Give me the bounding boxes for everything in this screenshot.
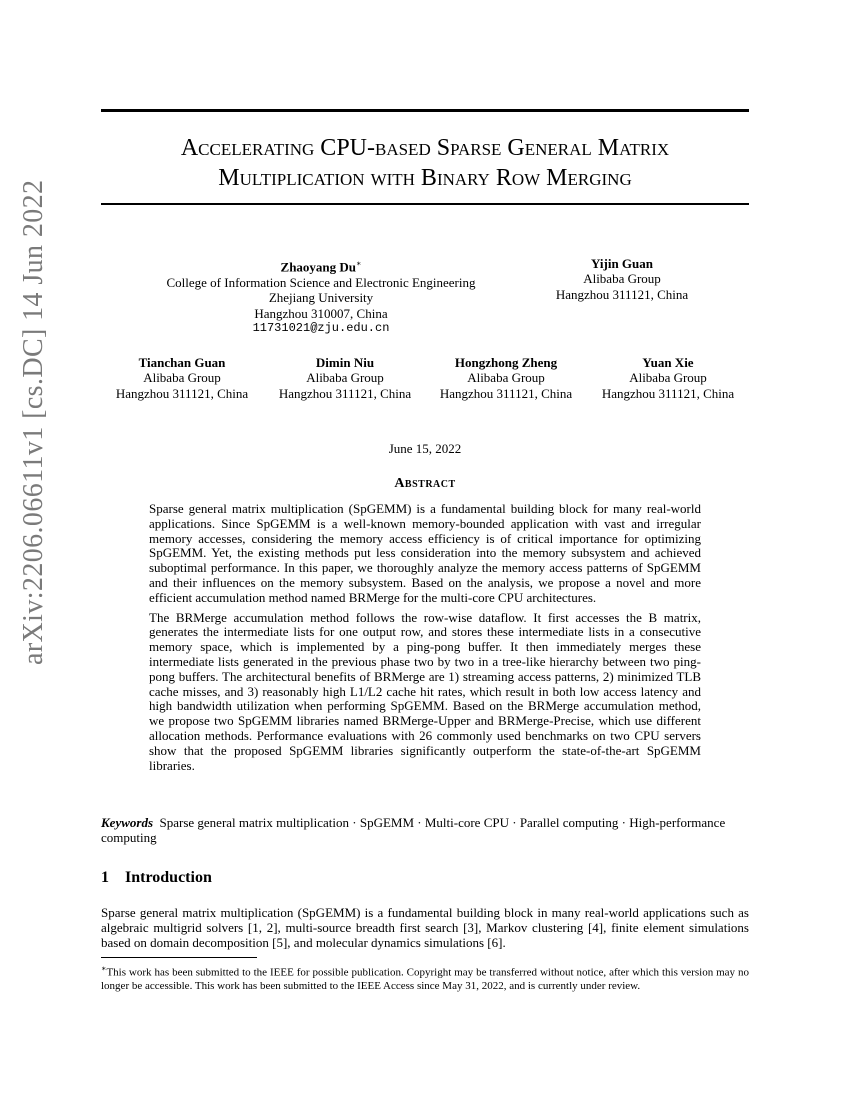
footnote-rule [101,957,257,958]
author-affiliation: Alibaba Group [583,271,661,287]
author-email-link[interactable]: 11731021@zju.edu.cn [252,320,390,335]
author-name: Yuan Xie [642,355,694,370]
author-name: Zhaoyang Du [280,259,357,275]
keywords-label: Keywords [101,815,153,830]
author-block-guan-tianchan [102,355,262,401]
footnote-text: This work has been submitted to the IEEE for possible publication. Copyright may be transferred without notice, after which this version may no longer be accessible. This work has been submitted to the IEEE Access since May 31, 2022, and is currently under review. [101,966,749,992]
paper-title [101,133,749,193]
arxiv-identifier: arXiv:2206.06611v1 [cs.DC] 14 Jun 2022 [18,179,49,665]
author-affiliation: Alibaba Group [306,370,384,386]
author-block-du [121,256,521,336]
title-line-2: Multiplication with Binary Row Merging [218,165,632,191]
author-affiliation: Alibaba Group [467,370,545,386]
abstract-body [149,502,701,778]
abstract-paragraph: Sparse general matrix multiplication (SpGEMM) is a fundamental building block for many real-world applications. Since SpGEMM is a well-known memory-bounded application with vast and irregular memory accesses, considering the memory access efficiency is of critical importance for optimizing SpGEMM. Yet, the existing methods put less consideration into the memory subsystem and achieved suboptimal performance. In this paper, we thoroughly analyze the memory access patterns of SpGEMM and their influences on the memory subsystem. Based on the analysis, we propose a novel and more efficient accumulation method named BRMerge for the multi-core CPU architectures. [149,501,701,605]
author-affiliation: Hangzhou 311121, China [601,385,735,401]
author-affiliation: Alibaba Group [629,370,707,386]
footnote [101,962,749,993]
author-affiliation: Hangzhou 311121, China [439,385,573,401]
author-block-niu [265,355,425,401]
author-affiliation: Hangzhou 311121, China [555,286,689,302]
introduction-paragraph: Sparse general matrix multiplication (SpGEMM) is a fundamental building block in many real-world applications such as algebraic multigrid solvers [1, 2], multi-source breadth first search [3], Markov clustering [4], finite element simulations based on domain decomposition [5], and molecular dynamics simulations [6]. [101,905,749,950]
title-top-rule [101,109,749,112]
author-name: Yijin Guan [590,256,653,271]
author-affiliation: Hangzhou 310007, China [254,305,388,321]
keywords-text: Sparse general matrix multiplication · SpGEMM · Multi-core CPU · Parallel computing · High-performance computing [101,815,726,845]
publication-date: June 15, 2022 [388,441,462,456]
title-bottom-rule [101,203,749,205]
footnote-mark: ∗ [101,964,107,973]
section-number: 1 [101,869,109,886]
author-affiliation: Hangzhou 311121, China [115,385,249,401]
section-title: Introduction [125,869,212,886]
author-name: Tianchan Guan [138,355,226,370]
author-affiliation: Zhejiang University [268,290,374,306]
author-affiliation: Alibaba Group [143,370,221,386]
author-block-xie [588,355,748,401]
section-heading-introduction [101,869,212,887]
abstract-heading: Abstract [394,476,456,491]
author-name: Dimin Niu [315,355,375,370]
keywords [101,815,749,845]
author-affiliation: College of Information Science and Electronic Engineering [166,274,476,290]
author-block-zheng [426,355,586,401]
footnote-mark: ∗ [356,259,362,268]
author-affiliation: Hangzhou 311121, China [278,385,412,401]
author-name: Hongzhong Zheng [454,355,558,370]
abstract-paragraph: The BRMerge accumulation method follows the row-wise dataflow. It first accesses the B matrix, generates the intermediate lists for one output row, and stores these intermediate lists in a consecutive memory space, which is implemented by a ping-pong buffer. It then immediately merges these intermediate lists generated in the previous phase two by two in a tree-like hierarchy between two ping-pong buffers. The architectural benefits of BRMerge are 1) streaming access patterns, 2) minimized TLB cache misses, and 3) reasonably high L1/L2 cache hit rates, which result in both low access latency and high bandwidth utilization when performing SpGEMM. Based on the BRMerge accumulation method, we propose two SpGEMM libraries named BRMerge-Upper and BRMerge-Precise, which use different allocation methods. Performance evaluations with 26 commonly used benchmarks on two CPU servers show that the proposed SpGEMM libraries significantly outperform the state-of-the-art SpGEMM libraries. [149,609,701,773]
title-line-1: Accelerating CPU-based Sparse General Matrix [180,135,670,161]
author-block-guan-yijin [537,256,707,302]
